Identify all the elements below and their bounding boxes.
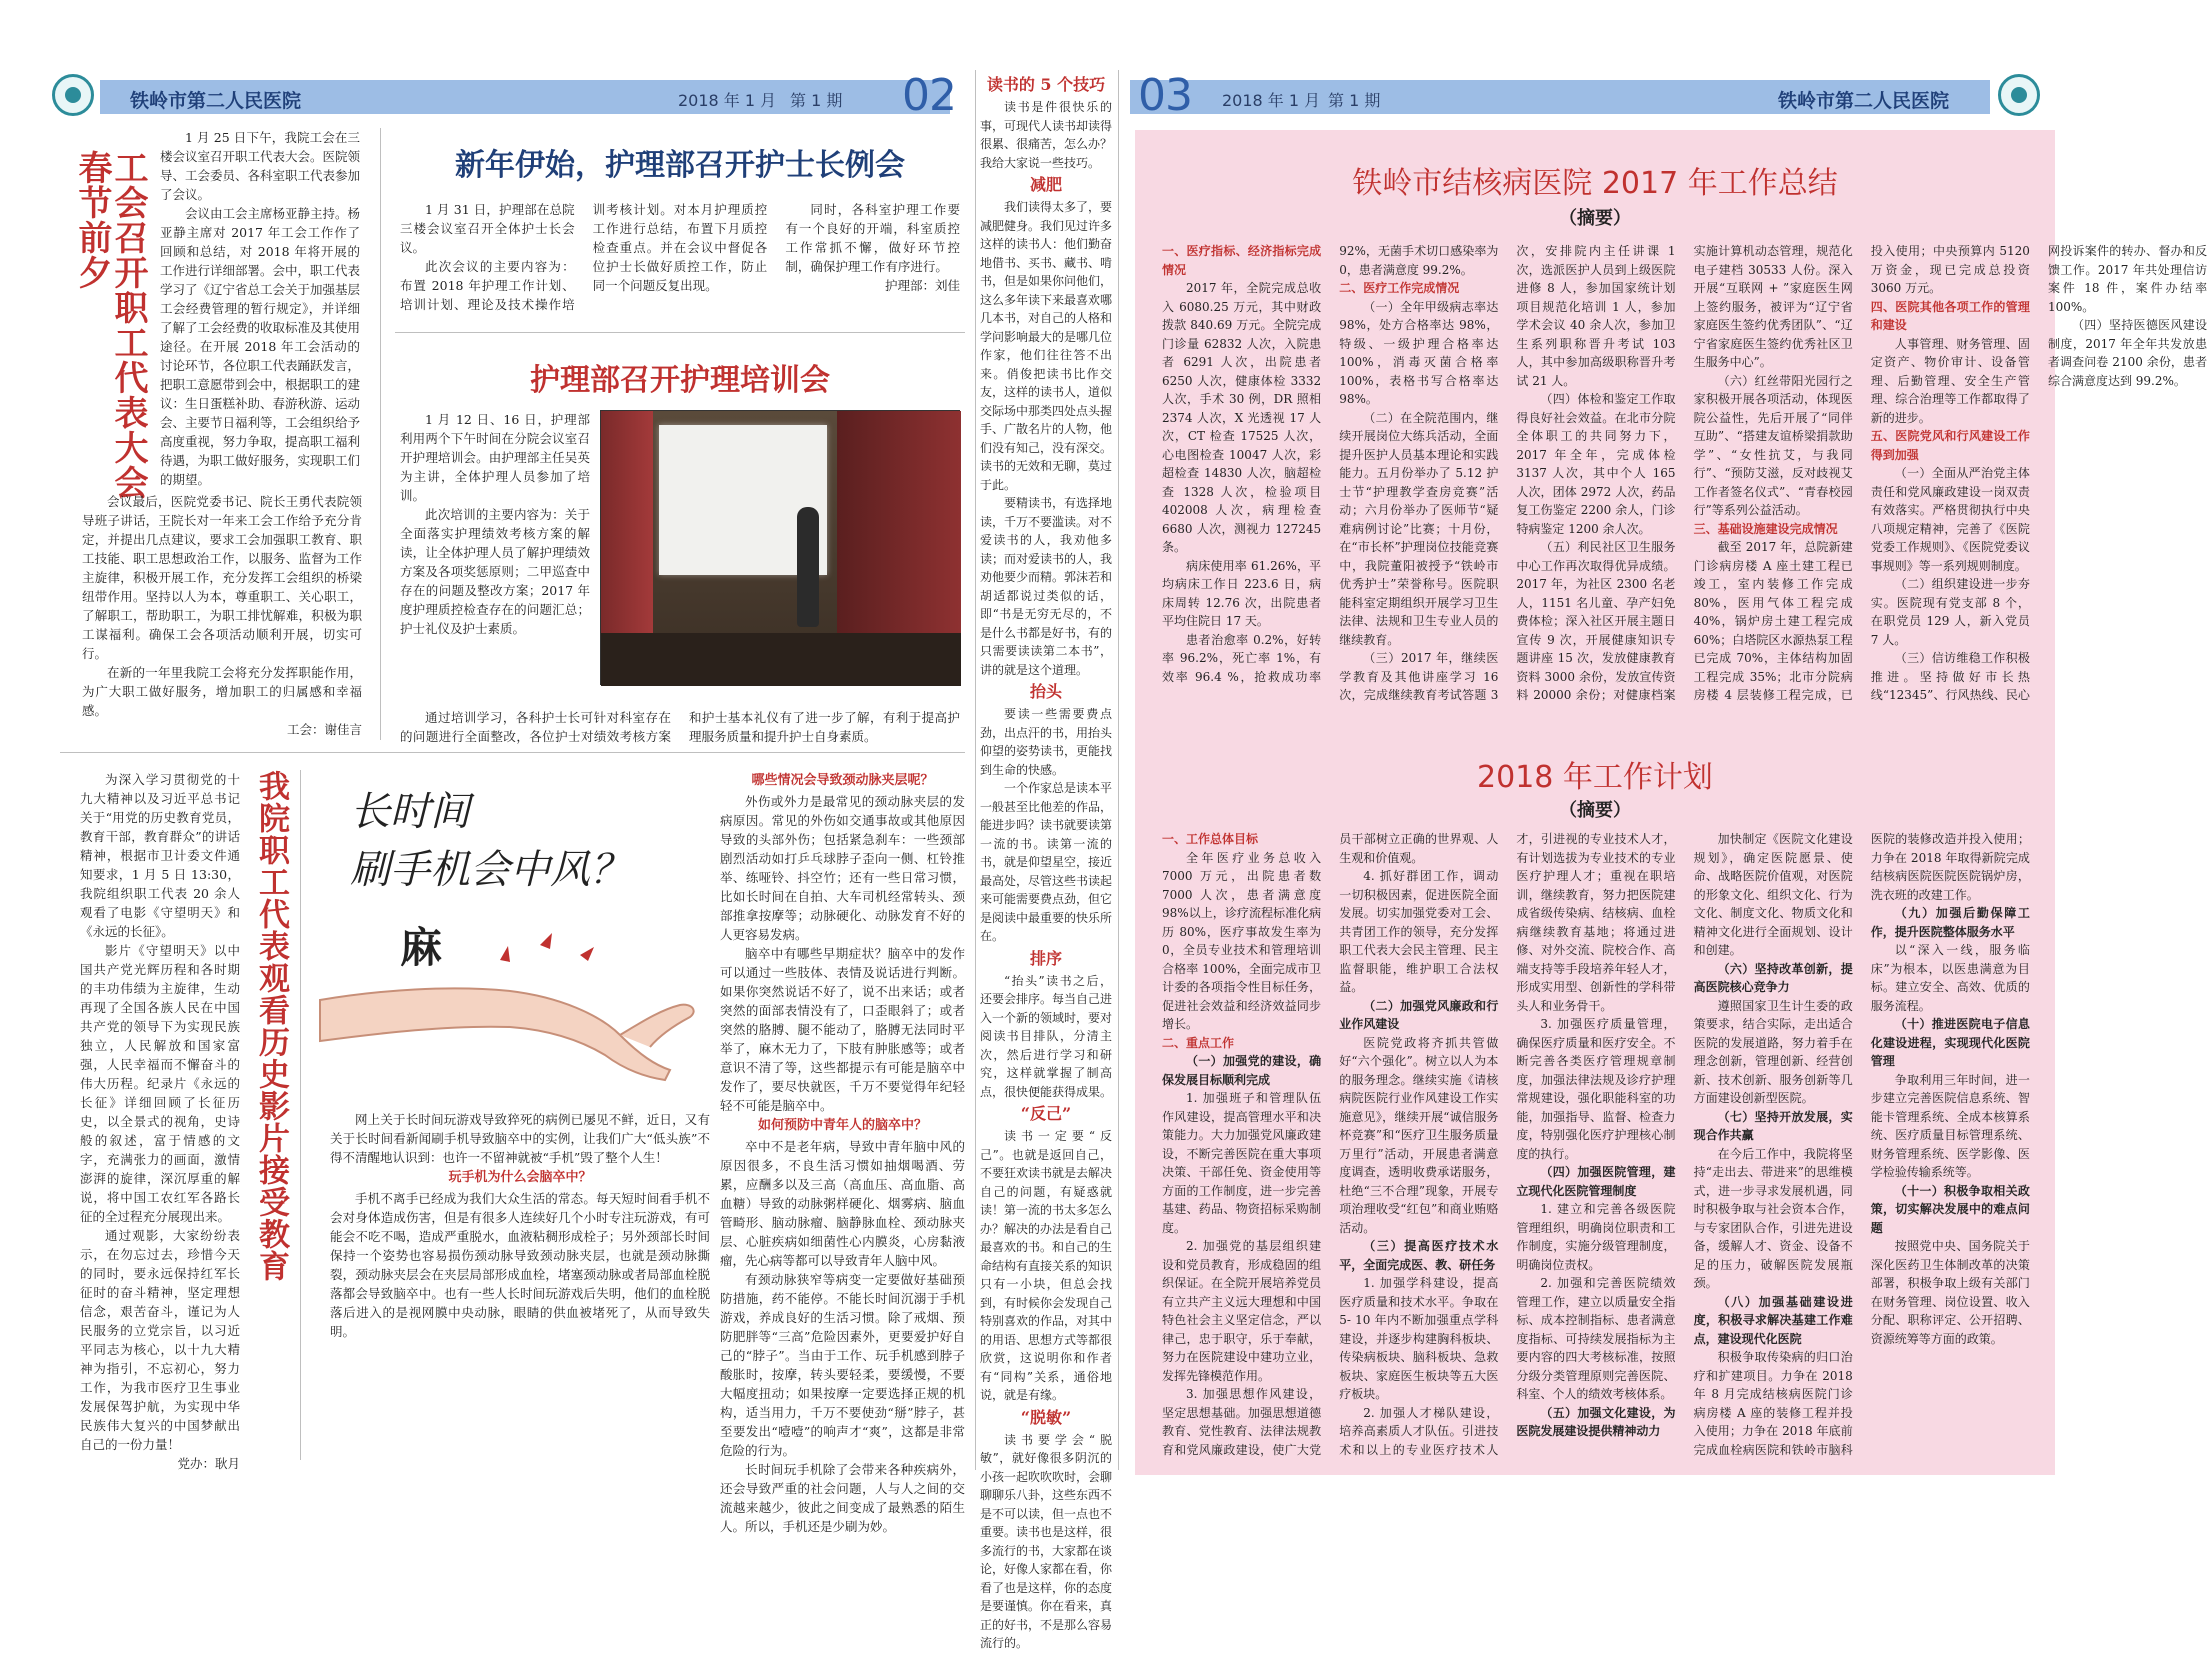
plan-2018-title: 2018 年工作计划 — [1477, 760, 1713, 795]
nursing-training-p1: 1 月 12 日、16 日，护理部利用两个下午时间在分院会议室召开护理培训会。由护理部主任吴英为主讲，全体护理人员参加了培训。 — [400, 412, 590, 503]
nursing-training-body-bottom — [400, 708, 960, 753]
union-meeting-subtitle: 春节前夕 — [72, 150, 112, 290]
union-meeting-title: 工会召开职工代表大会 — [108, 150, 148, 500]
plan-sub-d-p2: 2. 加强和完善医院绩效管理工作，建立以质量安全指标、成本控制指标、患者满意度指标、可持续发展指标为主要内容的四大考核标准，按照分级分类管理原则完善医院、科室、个人的绩效考核体系。 — [1516, 1276, 1676, 1401]
summary-section-4-head: 四、医院其他各项工作的管理和建设 — [1870, 299, 2030, 332]
plan-sub-k-text: 按照党中央、国务院关于深化医药卫生体制改革的决策部署，积极争取上级有关部门在财务管理、岗位设置、收入分配、职称评定、公开招聘、资源统筹等方面的政策。 — [1870, 1239, 2030, 1346]
plan-sub-c-head: （三）提高医疗技术水平，全面完成医、教、研任务 — [1339, 1239, 1499, 1272]
summary-section-1-p1: 2017 年，全院完成总收入 6080.25 万元，其中财政拨款 840.69 万元。全院完成门诊量 62832 人次，入院患者 6291 人次，出院患者 6250 人次，健康体检 3332 人次，手术 30 例，DR 照相 2374 人次，X 光透视 17 人次，CT 检查 17525 人次，心电图检查 10047 人次，彩超检查 14830 人次，脑超检查 1328 人次，检验项目 402008 人次，病理检查 6680 人次，测视力 127245 条。 — [1162, 281, 1322, 554]
summary-section-2-p1: （一）全年甲级病志率达 98%，处方合格率达 98%，特级、一级护理合格率达 100%，消毒灭菌合格率 100%，表格书写合格率达 98%。 — [1339, 299, 1499, 406]
plan-sub-d-p1: 1. 建立和完善各级医院管理组织，明确岗位职责和工作制度，实施分级管理制度，明确岗位责权。 — [1516, 1202, 1676, 1272]
summary-section-2-p5: （五）利民社区卫生服务中心工作再次取得优异成绩。2017 年，为社区 2300 名老人，1151 名儿童、孕产妇免费体检；深入社区开展主题日宣传 9 次，开展健康知识专题讲座 15 次，发放健康教育资料 3000 余份，发放宣传资料 20000 余份；对健康档案实施计算机动态管理，规范化电子建档 30533 人份。深入开展“互联网 + ”家庭医生网上签约服务，被评为“辽宁省家庭医生签约优秀团队”、“辽宁省家庭医生签约优秀社区卫生服务中心”。 — [1516, 244, 1853, 702]
presenter-figure — [797, 507, 819, 627]
head-nurse-meeting-title: 新年伊始，护理部召开护士长例会 — [455, 148, 905, 183]
union-meeting-p4: 在新的一年里我院工会将充分发挥职能作用，为广大职工做好服务，增加职工的归属感和幸福感。 — [82, 665, 362, 718]
nursing-training-p2: 此次培训的主要内容为：关于全面落实护理绩效考核方案的解读，让全体护理人员了解护理绩效方案及各项奖惩原则；二甲巡查中存在的问题及整改方案；2017 年度护理质控检查存在的问题汇总；护士礼仪及护士素质。 — [400, 507, 590, 636]
phone-stroke-sub1-text: 手机不离手已经成为我们大众生活的常态。每天短时间看手机不会对身体造成伤害，但是有很多人连续好几个小时专注玩游戏，有可能会不吃不喝，造成严重脱水，血液粘稠形成栓子；另外颈部长时间保持一个姿势也容易损伤颈动脉导致颈动脉夹层，也就是颈动脉撕裂，颈动脉夹层会在夹层局部形成血栓，堵塞颈动脉或者局部血栓脱落都会导致脑卒中。也有一些人长时间玩游戏后失明，他们的血栓脱落后进入的是视网膜中央动脉，眼睛的供血被堵死了，从而导致失明。 — [330, 1191, 710, 1339]
phone-stroke-body-left — [330, 1110, 710, 1460]
summary-section-5-head: 五、医院党风和行风建设工作得到加强 — [1870, 429, 2030, 462]
plan-sub-b-head: （二）加强党风廉政和行业作风建设 — [1339, 998, 1499, 1031]
summary-section-1-p3: 患者治愈率 0.2%，好转率 96.2%，死亡率 1%，有效率 96.4 %，抢救成功率 92%，无菌手术切口感染率为 0，患者满意度 99.2%。 — [1162, 244, 1499, 684]
history-film-author: 党办：耿月 — [177, 1456, 240, 1471]
summary-section-4-p1: 人事管理、财务管理、固定资产、物价审计、设备管理、后勤管理、安全生产管理、综合治理等工作都取得了新的进步。 — [1870, 336, 2030, 425]
summary-section-2-head: 二、医疗工作完成情况 — [1339, 281, 1460, 295]
plan-sub-d-head: （四）加强医院管理，建立现代化医院管理制度 — [1516, 1165, 1676, 1198]
plan-sub-c-p2: 2. 加强人才梯队建设，培养高素质人才队伍。引进技术和以上的专业医疗技术人才，引进视的专业技术人才，有计划选拔为专业技术的专业医疗护理人才；重视在职培训，继续教育，努力把医院建成省级传染病、结核病、血栓病继续教育基地；将通过进修、对外交流、院校合作、高端支持等手段培养年轻人才，形成实用型、创新性的学科带头人和业务骨干。 — [1339, 832, 1676, 1457]
summary-section-5-p3: （三）信访维稳工作积极推进。坚持做好市长热线“12345”、行风热线、民心网投诉案件的转办、督办和反馈工作。2017 年共处理信访案件 18 件，案件办结率 100%。 — [1870, 244, 2207, 702]
fold-divider-left — [975, 70, 976, 1470]
reading-tip-5-head: “脱敏” — [1020, 1407, 1072, 1427]
plan-sub-j-head: （十）推进医院电子信息化建设进程，实现现代化医院管理 — [1870, 1017, 2030, 1068]
plan-sub-g-head: （七）坚持开放发展，实现合作共赢 — [1693, 1109, 1853, 1142]
plan-sub-h-text: 积极争取传染病的归口治疗和扩建项目。力争在 2018 年 8 月完成结核病医院门诊病房楼 A 座的装修工程并投入使用；力争在 2018 年底前完成血栓病医院和铁岭市脑科医院的装修改造并投入使用；力争在 2018 年取得新院完成结核病医院医院医院锅炉房，洗衣班的改建工作。 — [1693, 832, 2030, 1457]
phone-stroke-subhead-3: 如何预防中青年人的脑卒中？ — [757, 1118, 927, 1133]
phone-stroke-title-line1: 长时间 — [350, 789, 470, 835]
column-divider — [300, 770, 301, 1460]
plan-sub-a-p1: 1. 加强班子和管理队伍作风建设，提高管理水平和决策能力。大力加强党风廉政建设，不断完善医院在重大事项决策、干部任免、资金使用等方面的工作制度，进一步完善基建、药品、物资招标采购制度。 — [1162, 1091, 1322, 1235]
summary-section-2-p6: （六）红丝带阳光园行之家积极开展各项活动，体现医院公益性，先后开展了“同伴互助”、“搭建友谊桥梁捐款助学”、“女性抗艾，与我同行”、“预防艾滋，反对歧视艾工作者签名仪式”、“青春校园行”等系列公益活动。 — [1693, 373, 1853, 517]
plan-sub-c-p3: 3. 加强医疗质量管理，确保医疗质量和医疗安全。不断完善各类医疗管理规章制度，加强法律法规及诊疗护理常规建设，强化职能科室的功能，加强指导、监督、检查力度，特别强化医疗护理核心制度的执行。 — [1516, 1017, 1676, 1161]
plan-section-2-head: 二、重点工作 — [1162, 1035, 1235, 1050]
header-date-left: 2018 年 1 月 — [678, 91, 777, 110]
nursing-training-body-left — [400, 410, 590, 710]
history-film-body — [80, 770, 240, 1471]
section-divider — [60, 752, 965, 753]
nursing-training-title: 护理部召开护理培训会 — [530, 363, 830, 398]
fold-divider-right — [1118, 70, 1119, 1470]
summary-section-2-p4: （四）体检和鉴定工作取得良好社会效益。在北市分院全体职工的共同努力下，2017 年全年，完成体检 3137 人次，其中个人 165 人次，团体 2972 人次，药品复工伤鉴定 2200 余人，门诊特病鉴定 1200 余人次。 — [1516, 392, 1676, 536]
head-nurse-meeting-body — [400, 200, 960, 340]
phone-stroke-sub3-text: 卒中不是老年病，导致中青年脑中风的原因很多，不良生活习惯如抽烟喝酒、劳累，应酬多以及三高（高血压、高血脂、高血糖）导致的动脉粥样硬化、烟雾病、脑血管畸形、脑动脉瘤、脑静脉血栓、颈动脉夹层、心脏疾病如细菌性心内膜炎，心房黏液瘤，先心病等都可以导致青年人脑中风。 — [720, 1139, 965, 1268]
reading-tips-column — [980, 72, 1113, 1650]
summary-section-1-p2: 病床使用率 61.26%，平均病床工作日 223.6 日，病床周转 12.76 次，出院患者平均住院日 17 天。 — [1162, 558, 1322, 628]
phone-stroke-ending: 长时间玩手机除了会带来各种疾病外，还会导致严重的社会问题，人与人之间的交流越来越少，彼此之间变成了最熟悉的陌生人。所以，手机还是少刷为妙。 — [720, 1462, 965, 1534]
phone-stroke-intro: 网上关于长时间玩游戏导致猝死的病例已屡见不鲜，近日，又有关于长时间看新闻刷手机导致脑卒中的实例，让我们广大“低头族”不得不清醒地认识到：也许一不留神就被“手机”毁了整个人生！ — [330, 1112, 710, 1165]
phone-stroke-subhead-2: 哪些情况会导致颈动脉夹层呢？ — [751, 773, 934, 788]
header-hospital-name-right: 铁岭市第二人民医院 — [1778, 90, 1950, 112]
reading-tip-1b-text: 要精读书，有选择地读，千万不要滥读。对不爱读书的人，我劝他多读；而对爱读书的人，我劝他要少而精。郭沫若和胡适都说过类似的话，即“书是无穷无尽的，不是什么书都是好书，有的只需要读读第二本书”，讲的就是这个道理。 — [980, 496, 1113, 677]
summary-section-1-head: 一、医疗指标、经济指标完成情况 — [1162, 244, 1322, 277]
reading-tip-2-text: 要读一些需要费点劲，出点汗的书，用抬头仰望的姿势读书，更能找到生命的快感。 — [980, 707, 1113, 777]
numb-character: 麻 — [400, 923, 443, 972]
union-meeting-p3: 会议最后，医院党委书记、院长王勇代表院领导班子讲话，王院长对一年来工会工作给予充分肯定，并提出几点建议，要求工会加强职工教育、职工技能、职工思想政治工作，以服务、监督为工作主旋律，积极开展工作，充分发挥工会组织的桥梁纽带作用。坚持以人为本，尊重职工、关心职工，了解职工，帮助职工，为职工排忧解难，积极为职工谋福利。确保工会各项活动顺利开展，切实可行。 — [82, 494, 362, 661]
phone-stroke-title-line2: 刷手机会中风？ — [350, 847, 630, 893]
reading-tips-intro: 读书是件很快乐的事，可现代人读书却读得很累、很痛苦，怎么办？我给大家说一些技巧。 — [980, 100, 1113, 170]
summary-2017-title: 铁岭市结核病医院 2017 年工作总结 — [1352, 166, 1838, 201]
union-meeting-body-wide — [82, 492, 362, 737]
summary-section-2-p2: （二）在全院范围内，继续开展岗位大练兵活动，全面提升医护人员基本理论和实践能力。五月份举办了 5.12 护士节“护理教学查房竞赛”活动；六月份举办了医师节“疑难病例讨论”比赛；十月份，在“市长杯”护理岗位技能竞赛中，我院董阳被授予“铁岭市优秀护士”荣誉称号。医院职能科室定期组织开展学习卫生法律、法规和卫生专业人员的继续教育。 — [1339, 410, 1499, 647]
reading-tip-1-head: 减肥 — [1029, 175, 1062, 194]
union-meeting-p2: 会议由工会主席杨亚静主持。杨亚静主席对 2017 年工会工作作了回顾和总结，对 2018 年将开展的工作进行详细部署。会中，职工代表学习了《辽宁省总工会关于加强基层工会经费管理的暂行规定》，并详细了解了工会经费的收取标准及其使用途径。在开展 2018 年工会活动的讨论环节，各位职工代表踊跃发言，把职工意愿带到会中，根据职工的建议：生日蛋糕补助、春游秋游、运动会、主要节日福利等，工会组织给予高度重视，努力争取，提高职工福利待遇，为职工做好服务，实现职工们的期望。 — [160, 206, 361, 487]
reading-tip-4-head: “反己” — [1020, 1104, 1072, 1123]
header-date-right: 2018 年 1 月 — [1222, 91, 1321, 110]
plan-section-1-text: 全年医疗业务总收入 7000 万元，出院患者数 7000 人次，患者满意度 98%以上，诊疗流程标准化病历 80%，医疗事故发生率为 0，全员专业技术和管理培训合格率 100%，全面完成市卫计委的各项指令性目标任务，促进社会效益和经济效益同步增长。 — [1162, 850, 1322, 1031]
history-film-title: 我院职工代表观看历史影片接受教育 — [253, 770, 289, 1282]
plan-sub-f-text: 遵照国家卫生计生委的政策要求，结合实际，走出适合医院的发展道路，努力着手在理念创新，管理创新、经营创新、技术创新、服务创新等几方面建设创新型医院。 — [1693, 998, 1853, 1105]
reading-tip-2b-text: 一个作家总是读本平一般甚至比他差的作品，能进步吗？读书就要读第一流的书。读第一流的书，就是仰望星空，接近最高处，尽管这些书读起来可能需要费点劲，但它是阅读中最重要的快乐所在。 — [980, 781, 1113, 943]
plan-sub-j-text: 争取利用三年时间，进一步建立完善医院信息系统、智能卡管理系统、全成本核算系统、医疗质量目标管理系统、财务管理系统、医学影像、医学检验传输系统等。 — [1870, 1072, 2030, 1179]
head-nurse-meeting-p1: 1 月 31 日，护理部在总院三楼会议室召开全体护士长会议。 — [400, 202, 575, 255]
summary-section-5-p4: （四）坚持医德医风建设制度，2017 年全年共发放患者调查问卷 2100 余份，患者综合满意度达到 99.2%。 — [2047, 318, 2207, 388]
reading-tip-1-text: 我们读得太多了，要减肥健身。我们见过许多这样的读书人：他们勤奋地借书、买书、藏书、啃书，但是如果你问他们，这么多年读下来最喜欢哪几本书，对自己的人格和学问影响最大的是哪几位作家，他们往往答不出来。俏俊把读书比作交友，这样的读书人，道似交际场中那类四处点头握手、广散名片的人物，他们没有知己，没有深交。读书的无效和无聊，莫过于此。 — [980, 200, 1113, 492]
header-hospital-name-left: 铁岭市第二人民医院 — [130, 90, 302, 112]
summary-section-5-p2: （二）组织建设进一步夯实。医院现有党支部 8 个，在职党员 129 人，新入党员 7 人。 — [1870, 577, 2030, 647]
reading-tip-3-head: 排序 — [1029, 948, 1062, 968]
summary-section-3-p1: 截至 2017 年，总院新建门诊病房楼 A 座土建工程已竣工，室内装修工作完成 80%，医用气体工程完成 40%，锅炉房土建工程完成 60%；白塔院区水源热泵工程已完成 70%，主体结构加固工程完成 35%；北市分院病房楼 4 层装修工程完成，已投入使用；中央预算内 5120 万资金，现已完成总投资 3060 万元。 — [1693, 244, 2030, 702]
reading-tip-2-head: 抬头 — [1029, 682, 1062, 701]
plan-sub-a-p2: 2. 加强党的基层组织建设和党员教育，形成稳固的组织保证。在全院开展培养党员有立共产主义远大理想和中国特色社会主义坚定信念，严以律己，忠于职守，乐于奉献，努力在医院建设中建功立业，发挥先锋模范作用。 — [1162, 1239, 1322, 1383]
plan-2018-subtitle: （摘要） — [1559, 800, 1631, 821]
hospital-logo-left — [52, 74, 94, 116]
nursing-training-p3: 通过培训学习，各科护士长可针对科室存在的问题进行全面整改，各位护士对绩效考核方案和护士基本礼仪有了进一步了解，有利于提高护理服务质量和提升护士自身素质。 — [400, 710, 960, 744]
plan-sub-e-text: 加快制定《医院文化建设规划》，确定医院愿景、使命、战略医院价值观，对医院的形象文化、组织文化、行为文化、制度文化、物质文化和精神文化进行全面规划、设计和创建。 — [1693, 832, 1853, 957]
page-number-right: 03 — [1138, 70, 1192, 121]
plan-sub-k-head: （十一）积极争取相关政策，切实解决发展中的难点问题 — [1870, 1183, 2030, 1235]
head-nurse-meeting-p3: 同时，各科室护理工作要有一个良好的开端，科室质控工作常抓不懈，做好环节控制，确保护理工作有序进行。 — [785, 202, 960, 274]
training-session-photo — [600, 410, 960, 685]
reading-tip-5-text: 读书要学会“脱敏”，就好像很多阴沉的小孩一起吹吹吹时，会聊聊聊乐八卦，这些东西不是不可以读，但一点也不重要。读书也是这样，很多流行的书，大家都在谈论，好像人家都在看，你看了也是这样，你的态度是要谨慎。你在看来，真正的好书，不是那么容易流行的。 — [980, 1432, 1113, 1650]
summary-2017-body — [1162, 242, 2207, 722]
history-film-p1: 为深入学习贯彻党的十九大精神以及习近平总书记关于“用党的历史教育党员，教育干部，教育群众”的讲话精神，根据市卫计委文件通知要求，1 月 5 日 13:30，我院组织职工代表 20 余人观看了电影《守望明天》和《永远的长征》。 — [80, 772, 240, 939]
plan-sub-g-text: 在今后工作中，我院将坚持“走出去、带进来”的思维模式，进一步寻求发展机遇，同时积极争取与社会资本合作，与专家团队合作，引进先进设备，缓解人才、资金、设备不足的压力，破解医院发展瓶颈。 — [1693, 1146, 1853, 1290]
phone-stroke-sub3b-text: 有颈动脉狭窄等病变一定要做好基础预防措施，药不能停。不能长时间沉溺于手机游戏，养成良好的生活习惯。除了戒烟、预防肥胖等“三高”危险因素外，更要爱护好自己的“脖子”。当由于工作、玩手机感到脖子酸胀时，按摩，转头要轻柔，要缓慢，不要大幅度扭动；如果按摩一定要选择正规的机构，适当用力，千万不要使劲“掰”脖子，甚至要发出“噎噎”的响声才“爽”，这都是非常危险的行为。 — [720, 1272, 965, 1458]
header-issue-left: 第 1 期 — [790, 91, 843, 110]
header-issue-right: 第 1 期 — [1328, 91, 1381, 110]
plan-sub-h-head: （八）加强基础建设进度，积极寻求解决基建工作难点，建设现代化医院 — [1693, 1294, 1853, 1346]
summary-2017-subtitle: （摘要） — [1559, 208, 1631, 229]
union-meeting-author: 工会：谢佳言 — [286, 722, 362, 737]
reading-tips-title: 读书的 5 个技巧 — [986, 75, 1106, 94]
section-divider — [395, 332, 965, 333]
union-meeting-p1: 1 月 25 日下午，我院工会在三楼会议室召开职工代表大会。医院领导、工会委员、各科室职工代表参加了会议。 — [160, 130, 361, 202]
plan-sub-i-text: 以“深入一线，服务临床”为根本，以医患满意为目标。建立安全、高效、优质的服务流程。 — [1870, 943, 2030, 1013]
summary-section-3-head: 三、基础设施建设完成情况 — [1693, 521, 1838, 536]
plan-sub-e-head: （五）加强文化建设，为医院发展建设提供精神动力 — [1516, 1405, 1676, 1438]
phone-stroke-body-right — [720, 770, 965, 1534]
page-number-left: 02 — [902, 70, 956, 121]
numb-hand-illustration — [320, 905, 710, 1105]
head-nurse-meeting-author: 护理部：刘佳 — [884, 278, 960, 293]
summary-section-5-p1: （一）全面从严治党主体责任和党风廉政建设一岗双责有效落实。严格贯彻执行中央八项规定精神，完善了《医院党委工作规则》、《医院党委议事规则》等一系列规则制度。 — [1870, 466, 2030, 573]
audience-area — [601, 633, 961, 686]
plan-sub-b-text: 医院党政将齐抓共管做好“六个强化”。树立以人为本的服务理念。继续实施《请核病院医院行业作风建设工作实施意见》，继续开展“诚信服务杯竞赛”和“医疗卫生服务质量万里行”活动，开展患者满意度调查，透明收费承诺服务，杜绝“三不合理”现象，开展专项治理收受“红包”和商业贿赂活动。 — [1339, 1035, 1499, 1235]
plan-sub-a-p4: 4. 抓好群团工作，调动一切积极因素，促进医院全面发展。切实加强党委对工会、共青团工作的领导，充分发挥职工代表大会民主管理、民主监督职能，维护职工合法权益。 — [1339, 869, 1499, 994]
hospital-logo-right — [1998, 74, 2040, 116]
plan-sub-a-p3: 3. 加强思想作风建设，坚定思想基础。加强思想道德教育、党性教育、法律法规教育和党风廉政建设，使广大党员干部树立正确的世界观、人生观和价值观。 — [1162, 832, 1499, 1457]
history-film-p3: 通过观影，大家纷纷表示，在勿忘过去，珍惜今天的同时，要永远保持红军长征时的奋斗精神，坚定理想信念，艰苦奋斗，谨记为人民服务的立党宗旨，以习近平同志为核心，以十九大精神为指引，不忘初心，努力工作，为我市医疗卫生事业发展保驾护航，为实现中华民族伟大复兴的中国梦献出自己的一份力量！ — [80, 1228, 240, 1452]
phone-stroke-sub2b-text: 脑卒中有哪些早期症状？脑卒中的发作可以通过一些肢体、表情及说话进行判断。如果你突然说话不好了，说不出来话；或者突然的面部表情没有了，口歪眼斜了；或者突然的胳膊、腿不能动了，胳膊无法同时平举了，麻木无力了，下肢有肿胀感等；或者意识不清了等，这些都提示有可能是脑卒中发作了，要尽快就医，千万不要觉得年纪轻轻不可能是脑卒中。 — [720, 946, 965, 1113]
plan-sub-i-head: （九）加强后勤保障工作，提升医院整体服务水平 — [1870, 906, 2030, 939]
union-meeting-body-narrow — [160, 128, 360, 488]
phone-stroke-sub2-text: 外伤或外力是最常见的颈动脉夹层的发病原因。常见的外伤如交通事故或其他原因导致的头部外伤；包括紧急刹车：一些颈部剧烈活动如打乒乓球脖子歪向一侧、杠铃推举、练哑铃、抖空竹；还有一些日常习惯，比如长时间在自拍、大车司机经常转头、颈部推拿按摩等；动脉硬化、动脉发育不好的人更容易发病。 — [720, 794, 965, 942]
reading-tip-3-text: “抬头”读书之后，还要会排序。每当自己进入一个新的领域时，要对阅读书目排队，分清主次，然后进行学习和研究，这样就掌握了制高点，很快便能获得成果。 — [980, 973, 1113, 1099]
summary-section-2-p3: （三）2017 年，继续医学教育及其他讲座学习 16 次，完成继续教育考试答题 3 次，安排院内主任讲课 1 次，选派医护人员到上级医院进修 8 人，参加国家统计划项目规范化培训 1 人，参加学术会议 40 余人次，参加卫生系列职称晋升考试 103 人，其中参加高级职称晋升考试 21 人。 — [1339, 244, 1676, 702]
plan-sub-f-head: （六）坚持改革创新，提高医院核心竞争力 — [1693, 961, 1853, 994]
column-divider — [380, 128, 381, 740]
phone-stroke-subhead-1: 玩手机为什么会脑卒中？ — [448, 1170, 592, 1185]
plan-2018-body — [1162, 830, 2030, 1460]
hand-arm-icon — [320, 905, 710, 1105]
plan-section-1-head: 一、工作总体目标 — [1162, 832, 1259, 846]
plan-sub-c-p1: 1. 加强学科建设，提高医疗质量和技术水平。争取在 5- 10 年内不断加强重点学科建设，并逐步构建胸科板块、传染病板块、脑科板块、急救板块、家庭医生板块等五大医疗板块。 — [1339, 1276, 1499, 1401]
reading-tip-4-text: 读书一定要“反己”。也就是返回自己，不要狂欢读书就是去解决自己的问题，有疑惑就读！第一流的书太多怎么办？解决的办法是看自己最喜欢的书。和自己的生命结构有直接关系的知识只有一小块，但总会找到，有时候你会发现自己特别喜欢的作品，对其中的用语、思想方式等都很欣赏，这说明你和作者有“同构”关系，通俗地说，就是有缘。 — [980, 1129, 1113, 1402]
history-film-p2: 影片《守望明天》以中国共产党光辉历程和各时期的丰功伟绩为主旋律，生动再现了全国各族人民在中国共产党的领导下为实现民族独立，人民解放和国家富强，人民幸福而不懈奋斗的伟大历程。纪录片《永远的长征》详细回顾了长征历史，以全景式的视角，史诗般的叙述，富于情感的文字，充满张力的画面，激情澎湃的旋律，深沉厚重的解说，将中国工农红军各路长征的全过程充分展现出来。 — [80, 943, 240, 1224]
head-nurse-meeting-p2: 此次会议的主要内容为：布置 2018 年护理工作计划、培训计划、理论及技术操作培训考核计划。对本月护理质控工作进行总结，布置下月质控检查重点。并在会议中督促各位护士长做好质控工作，防止同一个问题反复出现。 — [400, 202, 768, 312]
plan-sub-a-head: （一）加强党的建设，确保发展目标顺利完成 — [1162, 1054, 1322, 1087]
